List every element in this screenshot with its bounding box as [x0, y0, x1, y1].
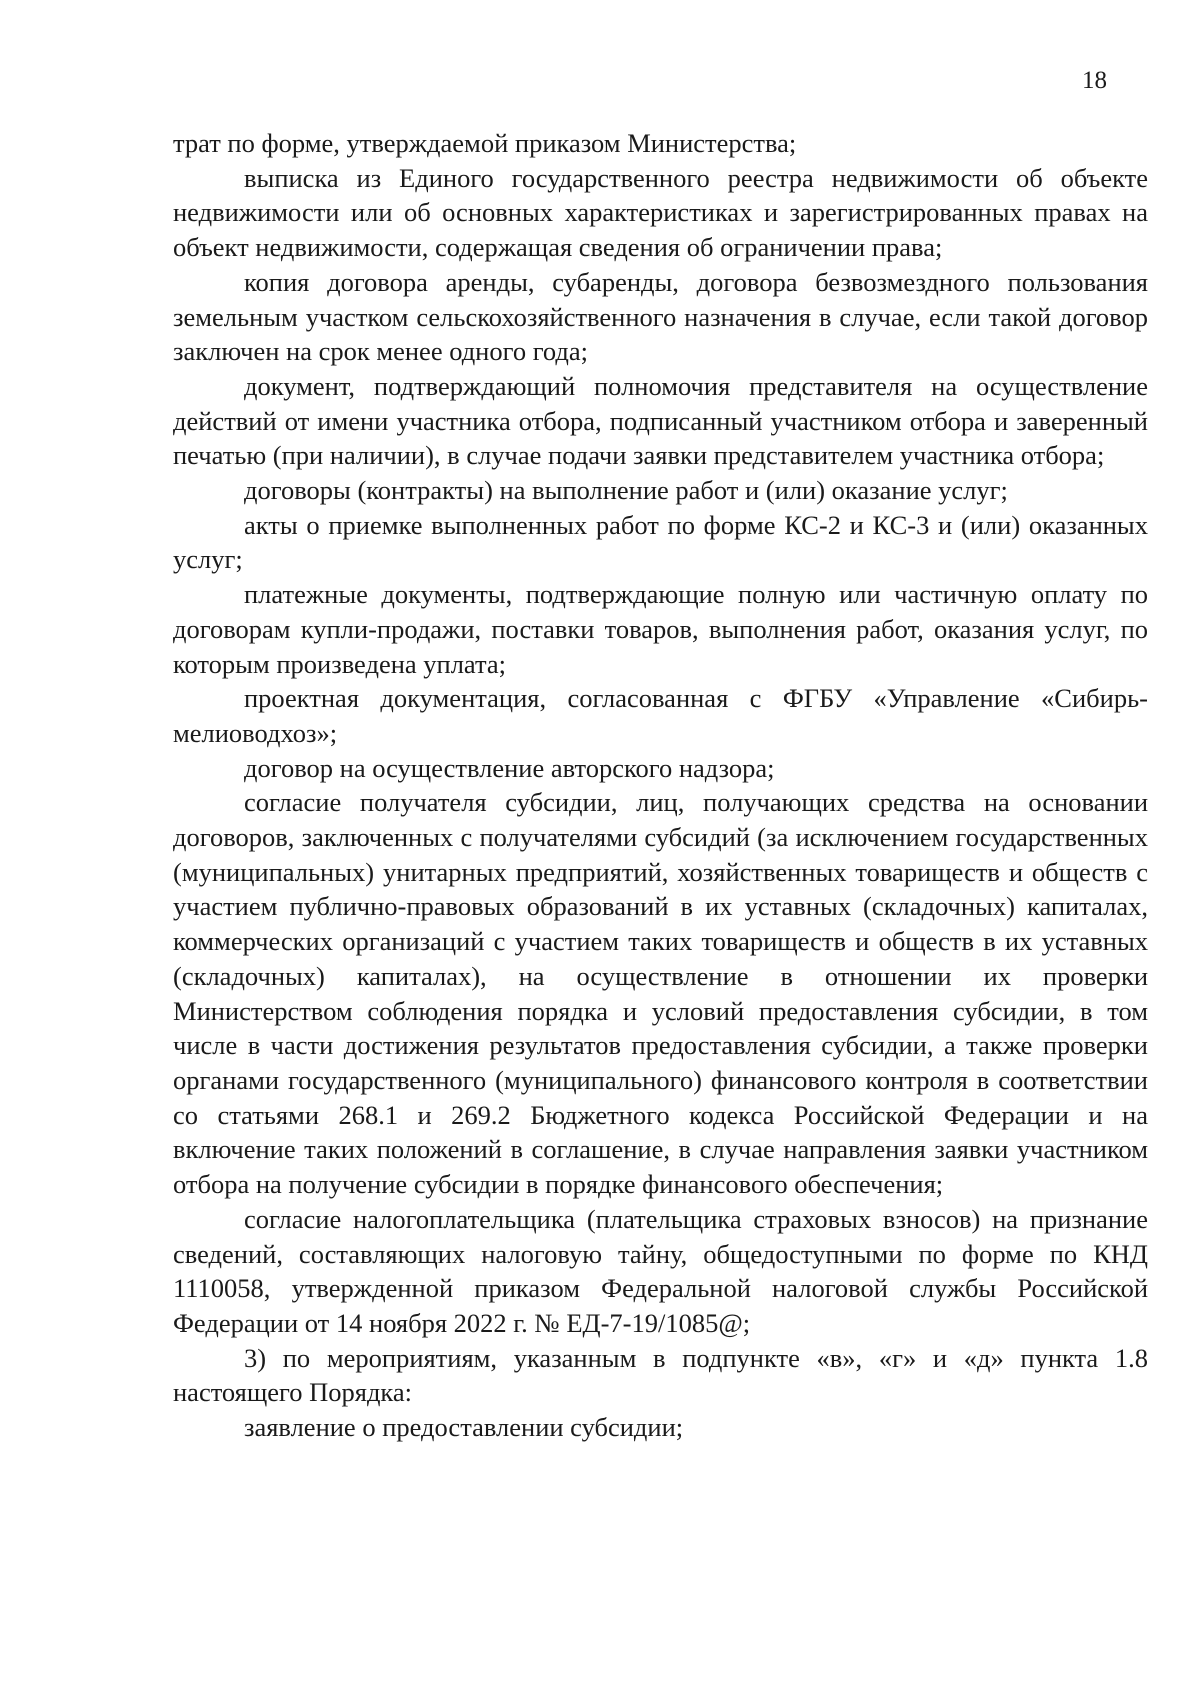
paragraph-item-3: 3) по мероприятиям, указанным в подпункте «в», «г» и «д» пункта 1.8 настоящего Порядка: [173, 1342, 1148, 1408]
paragraph-acceptance-acts: акты о приемке выполненных работ по форме КС-2 и КС-3 и (или) оказанных услуг; [173, 509, 1148, 575]
paragraph-taxpayer-consent: согласие налогоплательщика (плательщика страховых взносов) на признание сведений, составляющих налоговую тайну, общедоступными по форме по КНД 1110058, утвержденной приказом Федеральной налоговой службы Российской Федерации от 14 ноября 2022 г. № ЕД-7-19/1085@; [173, 1203, 1148, 1338]
paragraph-payment-documents: платежные документы, подтверждающие полную или частичную оплату по договорам купли-продажи, поставки товаров, выполнения работ, оказания услуг, по которым произведена уплата; [173, 579, 1148, 679]
paragraph-recipient-consent: согласие получателя субсидии, лиц, получающих средства на основании договоров, заключенных с получателями субсидий (за исключением государственных (муниципальных) унитарных предприятий, хозяйственных товариществ и обществ с участием публично-правовых образований в их уставных (складочных) капиталах, коммерческих организаций с участием таких товариществ и обществ в их уставных (складочных) капиталах), на осуществление в отношении их проверки Министерством соблюдения порядка и условий предоставления субсидии, в том числе в части достижения результатов предоставления субсидии, а также проверки органами государственного (муниципального) финансового контроля в соответствии со статьями 268.1 и 269.2 Бюджетного кодекса Российской Федерации и на включение таких положений в соглашение, в случае направления заявки участником отбора на получение субсидии в порядке финансового обеспечения; [173, 787, 1148, 1200]
paragraph-supervision-contract: договор на осуществление авторского надзора; [244, 752, 775, 783]
document-body [173, 126, 1148, 1445]
paragraph-subsidy-application: заявление о предоставлении субсидии; [244, 1412, 684, 1443]
paragraph-continuation: трат по форме, утверждаемой приказом Министерства; [173, 128, 797, 158]
paragraph-egrn-extract: выписка из Единого государственного реестра недвижимости об объекте недвижимости или об основных характеристиках и зарегистрированных правах на объект недвижимости, содержащая сведения об ограничении права; [173, 162, 1148, 263]
paragraph-representative-authority: документ, подтверждающий полномочия представителя на осуществление действий от имени участника отбора, подписанный участником отбора и заверенный печатью (при наличии), в случае подачи заявки представителем участника отбора; [173, 370, 1148, 471]
paragraph-lease-copy: копия договора аренды, субаренды, договора безвозмездного пользования земельным участком сельскохозяйственного назначения в случае, если такой договор заключен на срок менее одного года; [173, 266, 1148, 367]
page-number: 18 [1082, 67, 1107, 94]
paragraph-contracts: договоры (контракты) на выполнение работ и (или) оказание услуг; [244, 475, 1008, 506]
paragraph-project-documentation: проектная документация, согласованная с ФГБУ «Управление «Сибирьмелиоводхоз»; [173, 683, 1148, 748]
